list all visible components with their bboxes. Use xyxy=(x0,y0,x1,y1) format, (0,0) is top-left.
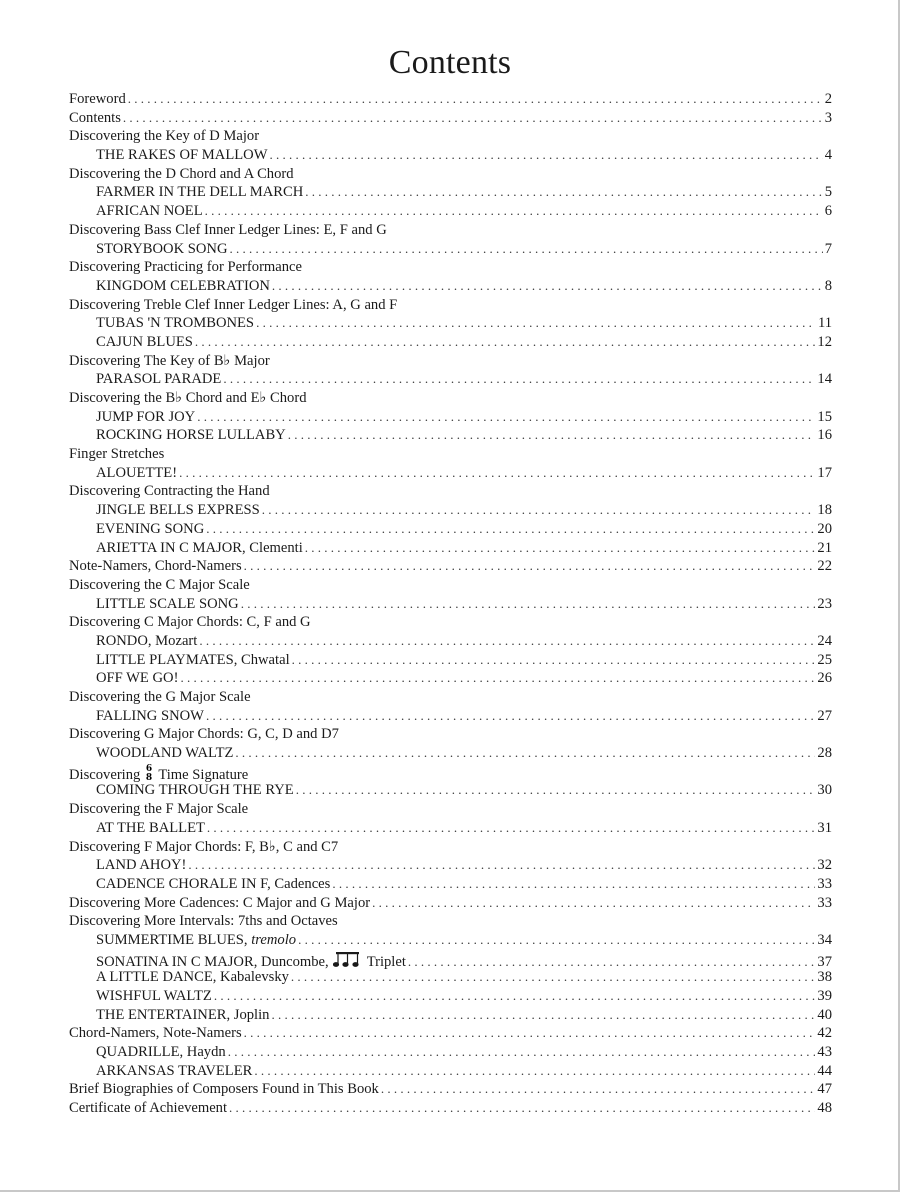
page-number: 21 xyxy=(817,539,832,556)
page-number: 34 xyxy=(817,931,832,948)
toc-entry-label: Discovering More Intervals: 7ths and Octaves xyxy=(69,913,338,930)
toc-entry-label: Discovering the G Major Scale xyxy=(69,689,251,705)
toc-entry[interactable] xyxy=(69,389,832,408)
page-number: 14 xyxy=(817,371,832,388)
toc-entry-label: Discovering Practicing for Performance xyxy=(69,259,303,276)
page-number: 33 xyxy=(817,875,832,892)
toc-entry[interactable] xyxy=(69,221,832,240)
page-number: 11 xyxy=(817,315,832,332)
page-number: 20 xyxy=(817,520,832,537)
page-number: 3 xyxy=(824,109,832,126)
dot-leader xyxy=(269,146,822,165)
toc-entry[interactable] xyxy=(69,1099,832,1118)
toc-entry-label: STORYBOOK SONG xyxy=(96,240,228,257)
dot-leader xyxy=(254,1062,815,1081)
table-of-contents xyxy=(69,90,832,1118)
toc-entry-label: LITTLE SCALE SONG xyxy=(96,595,239,612)
toc-entry-label: CAJUN BLUES xyxy=(96,333,193,350)
toc-subentry[interactable] xyxy=(69,1043,832,1062)
toc-subentry[interactable] xyxy=(69,632,832,651)
svg-text:8: 8 xyxy=(146,772,153,781)
page-number: 28 xyxy=(817,745,832,762)
toc-subentry[interactable] xyxy=(69,707,832,726)
dot-leader xyxy=(244,1024,816,1043)
toc-entry[interactable] xyxy=(69,127,832,146)
toc-entry-label: FALLING SNOW xyxy=(96,707,204,724)
toc-entry-label: Discovering C Major Chords: C, F and G xyxy=(69,614,311,631)
toc-entry-label: LAND AHOY! xyxy=(96,857,187,874)
toc-entry[interactable] xyxy=(69,165,832,184)
toc-subentry[interactable] xyxy=(69,539,832,558)
toc-entry-label: THE RAKES OF MALLOW xyxy=(96,147,268,164)
toc-entry-label: COMING THROUGH THE RYE xyxy=(96,782,294,799)
page-number: 40 xyxy=(817,1006,832,1023)
toc-entry-label: Certificate of Achievement xyxy=(69,1100,228,1117)
toc-subentry[interactable] xyxy=(69,875,832,894)
page-number: 8 xyxy=(824,277,832,294)
dot-leader xyxy=(228,1043,816,1062)
toc-entry-label: WOODLAND WALTZ xyxy=(96,745,234,762)
dot-leader xyxy=(244,557,816,576)
toc-entry-label: QUADRILLE, Haydn xyxy=(96,1044,226,1061)
toc-entry[interactable] xyxy=(69,613,832,632)
dot-leader xyxy=(230,240,823,259)
toc-subentry[interactable] xyxy=(69,183,832,202)
toc-subentry[interactable] xyxy=(69,333,832,352)
page-number: 16 xyxy=(817,427,832,444)
toc-entry-label: ROCKING HORSE LULLABY xyxy=(96,427,286,444)
toc-subentry[interactable] xyxy=(69,1062,832,1081)
toc-subentry[interactable] xyxy=(69,426,832,445)
toc-entry-label: Discovering G Major Chords: G, C, D and D7 xyxy=(69,726,339,743)
toc-entry-label: ARIETTA IN C MAJOR, Clementi xyxy=(96,539,303,556)
toc-entry-label: Discovering the D Chord and A Chord xyxy=(69,165,294,182)
toc-entry-label: LITTLE PLAYMATES, Chwatal xyxy=(96,651,290,668)
toc-entry[interactable] xyxy=(69,352,832,371)
toc-subentry[interactable] xyxy=(69,987,832,1006)
page-number: 44 xyxy=(817,1062,832,1079)
dot-leader xyxy=(214,987,816,1006)
page-number: 32 xyxy=(817,857,832,874)
toc-entry-label: Discovering Bass Clef Inner Ledger Lines: E, F and G xyxy=(69,221,387,238)
dot-leader xyxy=(188,856,815,875)
toc-entry[interactable] xyxy=(69,1024,832,1043)
toc-entry-label: JUMP FOR JOY xyxy=(96,408,196,425)
toc-subentry[interactable] xyxy=(69,314,832,333)
toc-entry-label: WISHFUL WALTZ xyxy=(96,988,212,1004)
toc-entry-label: FARMER IN THE DELL MARCH xyxy=(96,184,304,201)
page-number: 7 xyxy=(824,240,832,257)
toc-entry-label: TUBAS 'N TROMBONES xyxy=(96,315,255,332)
page-title: Contents xyxy=(388,44,512,81)
toc-entry-label: Discovering the F Major Scale xyxy=(69,801,249,818)
page-number: 30 xyxy=(817,782,832,799)
page-number: 33 xyxy=(817,894,832,911)
toc-subentry[interactable] xyxy=(69,240,832,259)
toc-entry-label: AT THE BALLET xyxy=(96,819,205,836)
dot-leader xyxy=(205,202,823,221)
toc-entry-label: EVENING SONG xyxy=(96,520,205,537)
dot-leader xyxy=(256,314,816,333)
toc-entry-label: KINGDOM CELEBRATION xyxy=(96,277,270,294)
toc-entry[interactable] xyxy=(69,838,832,857)
dot-leader xyxy=(332,875,815,894)
dot-leader xyxy=(305,183,822,202)
dot-leader xyxy=(272,277,823,296)
page-number: 18 xyxy=(817,502,832,519)
page-number: 39 xyxy=(817,988,832,1004)
toc-entry-label: CADENCE CHORALE IN F, Cadences xyxy=(96,875,331,892)
dot-leader xyxy=(223,370,815,389)
toc-entry-label: THE ENTERTAINER, Joplin xyxy=(96,1006,270,1023)
toc-entry[interactable] xyxy=(69,763,832,782)
dot-leader xyxy=(128,90,823,109)
toc-entry[interactable] xyxy=(69,688,832,707)
toc-entry-label: A LITTLE DANCE, Kabalevsky xyxy=(96,969,289,986)
dot-leader xyxy=(197,408,815,427)
toc-subentry[interactable] xyxy=(69,856,832,875)
toc-entry[interactable] xyxy=(69,90,832,109)
toc-entry-label: SUMMERTIME BLUES, tremolo xyxy=(96,931,297,948)
toc-entry-label: Note-Namers, Chord-Namers xyxy=(69,558,242,575)
toc-entry-label: Discovering Treble Clef Inner Ledger Lines: A, G and F xyxy=(69,296,398,313)
page-number: 42 xyxy=(817,1025,832,1042)
dot-leader xyxy=(305,539,816,558)
page-number: 31 xyxy=(817,819,832,836)
toc-entry[interactable] xyxy=(69,109,832,128)
dot-leader xyxy=(195,333,816,352)
toc-subentry[interactable] xyxy=(69,744,832,763)
page-number: 23 xyxy=(817,595,832,612)
toc-subentry[interactable] xyxy=(69,781,832,800)
dot-leader xyxy=(179,464,815,483)
toc-entry[interactable] xyxy=(69,576,832,595)
dot-leader xyxy=(199,632,815,651)
toc-entry-label: Finger Stretches xyxy=(69,446,165,463)
toc-entry-label: Discovering Contracting the Hand xyxy=(69,483,270,500)
toc-entry-label: SONATINA IN C MAJOR, Duncombe, Triplet xyxy=(96,950,406,974)
page-number: 26 xyxy=(817,670,832,687)
page-number: 47 xyxy=(817,1081,832,1098)
toc-entry-label: ARKANSAS TRAVELER xyxy=(96,1062,253,1079)
toc-entry[interactable] xyxy=(69,557,832,576)
toc-entry[interactable] xyxy=(69,800,832,819)
toc-subentry[interactable] xyxy=(69,669,832,688)
dot-leader xyxy=(180,669,815,688)
dot-leader xyxy=(271,1006,815,1025)
dot-leader xyxy=(123,109,823,128)
toc-subentry[interactable] xyxy=(69,464,832,483)
page-number: 25 xyxy=(817,651,832,668)
toc-entry[interactable] xyxy=(69,912,832,931)
dot-leader xyxy=(288,426,816,445)
toc-subentry[interactable] xyxy=(69,595,832,614)
page-number: 12 xyxy=(817,333,832,350)
toc-entry-label: Foreword xyxy=(69,91,126,107)
toc-entry-label: Discovering More Cadences: C Major and G Major xyxy=(69,894,371,911)
dot-leader xyxy=(291,968,815,987)
toc-entry-label: RONDO, Mozart xyxy=(96,632,198,649)
toc-entry-label: Discovering F Major Chords: F, B♭, C and C7 xyxy=(69,838,339,855)
toc-subentry[interactable] xyxy=(69,1006,832,1025)
dot-leader xyxy=(206,520,815,539)
toc-entry-label: AFRICAN NOEL xyxy=(96,203,203,220)
dot-leader xyxy=(381,1080,816,1099)
toc-subentry[interactable] xyxy=(69,370,832,389)
toc-entry-label: Discovering The Key of B♭ Major xyxy=(69,352,270,369)
toc-entry-label: Contents xyxy=(69,109,121,126)
page-number: 17 xyxy=(817,464,832,481)
dot-leader xyxy=(296,781,816,800)
toc-subentry[interactable] xyxy=(69,520,832,539)
dot-leader xyxy=(241,595,816,614)
page-number: 48 xyxy=(817,1100,832,1117)
toc-subentry[interactable] xyxy=(69,501,832,520)
toc-entry-label: JINGLE BELLS EXPRESS xyxy=(96,502,260,519)
toc-entry-label: Discovering the C Major Scale xyxy=(69,576,250,593)
toc-subentry[interactable] xyxy=(69,651,832,670)
dot-leader xyxy=(372,894,815,913)
dot-leader xyxy=(298,931,815,950)
page-number: 15 xyxy=(817,408,832,425)
toc-subentry[interactable] xyxy=(69,146,832,165)
page-number: 37 xyxy=(817,953,832,970)
toc-entry-label: OFF WE GO! xyxy=(96,670,179,687)
page-number: 22 xyxy=(817,558,832,575)
toc-entry[interactable] xyxy=(69,482,832,501)
page-number: 4 xyxy=(824,147,832,164)
toc-entry-label: PARASOL PARADE xyxy=(96,371,222,388)
dot-leader xyxy=(206,707,815,726)
toc-subentry[interactable] xyxy=(69,277,832,296)
toc-entry-label: Brief Biographies of Composers Found in This Book xyxy=(69,1081,379,1098)
toc-subentry[interactable] xyxy=(69,408,832,427)
page-number: 5 xyxy=(824,184,832,201)
toc-subentry[interactable] xyxy=(69,968,832,987)
toc-entry[interactable] xyxy=(69,445,832,464)
toc-entry-label: Discovering the B♭ Chord and E♭ Chord xyxy=(69,390,307,406)
toc-subentry[interactable] xyxy=(69,950,832,969)
page-number: 27 xyxy=(817,707,832,724)
page-number: 2 xyxy=(824,91,832,107)
toc-entry[interactable] xyxy=(69,725,832,744)
toc-entry[interactable] xyxy=(69,258,832,277)
page-number: 43 xyxy=(817,1044,832,1061)
toc-entry-label: Discovering 6 8 Time Signature xyxy=(69,763,248,787)
dot-leader xyxy=(207,819,816,838)
page-number: 24 xyxy=(817,632,832,649)
toc-subentry[interactable] xyxy=(69,202,832,221)
toc-entry-label: Chord-Namers, Note-Namers xyxy=(69,1025,242,1042)
toc-entry[interactable] xyxy=(69,296,832,315)
toc-subentry[interactable] xyxy=(69,931,832,950)
toc-subentry[interactable] xyxy=(69,819,832,838)
toc-entry[interactable] xyxy=(69,894,832,913)
dot-leader xyxy=(292,651,816,670)
svg-text:6: 6 xyxy=(146,763,153,774)
page-number: 6 xyxy=(824,203,832,220)
dot-leader xyxy=(262,501,816,520)
dot-leader xyxy=(229,1099,815,1118)
page-number: 38 xyxy=(817,969,832,986)
toc-entry[interactable] xyxy=(69,1080,832,1099)
toc-entry-label: Discovering the Key of D Major xyxy=(69,128,260,145)
toc-entry-label: ALOUETTE! xyxy=(96,464,178,481)
dot-leader xyxy=(235,744,815,763)
